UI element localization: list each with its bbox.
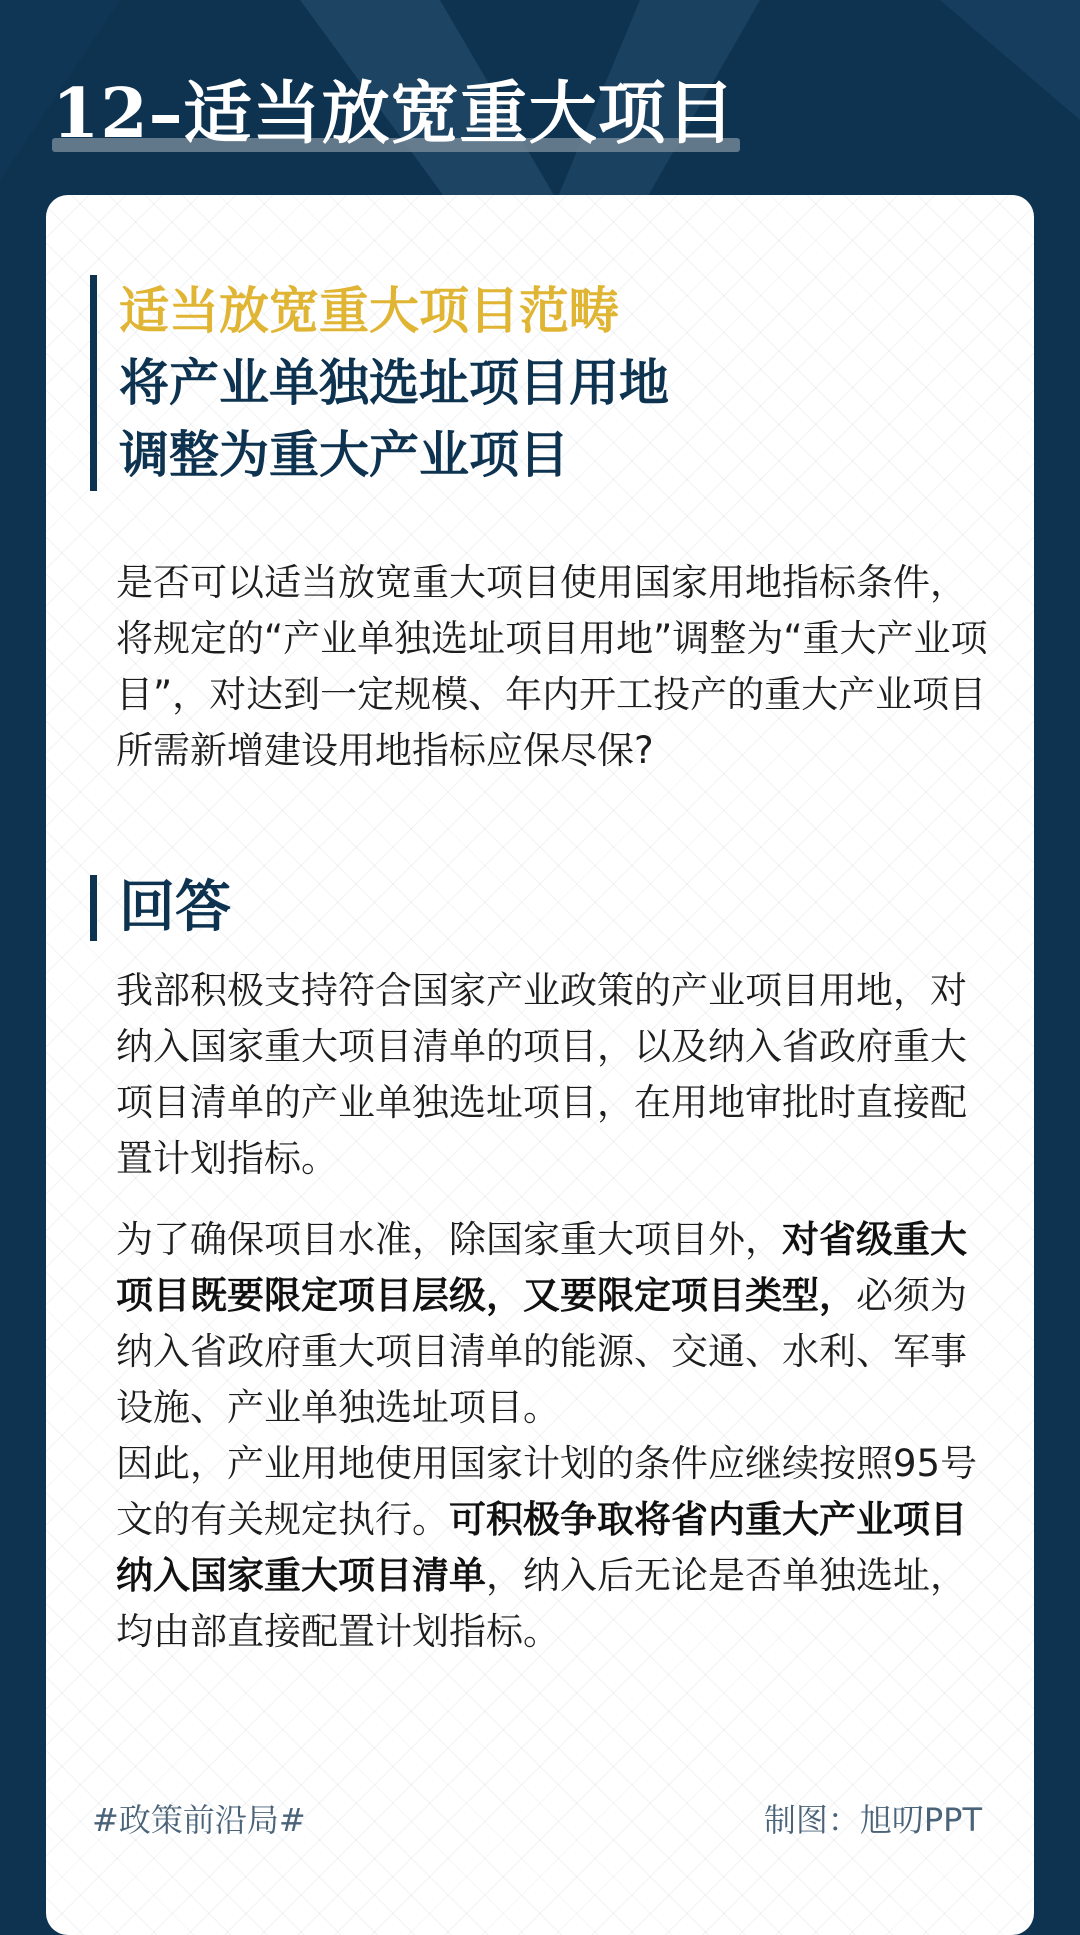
answer-heading: 回答 [90,875,231,941]
heading-line-3: 调整为重大产业项目 [119,426,569,484]
answer-p2-emphasis: 对省级重大项目既要限定项目层级，又要限定项目类型， [116,1218,967,1317]
answer-paragraph-1: 我部积极支持符合国家产业政策的产业项目用地，对纳入国家重大项目清单的项目，以及纳入省政府重大项目清单的产业单独选址项目，在用地审批时直接配置计划指标。 [116,969,967,1180]
question-text: 是否可以适当放宽重大项目使用国家用地指标条件，将规定的“产业单独选址项目用地”调整为“重大产业项目”，对达到一定规模、年内开工投产的重大产业项目所需新增建设用地指标应保尽保? [116,561,988,772]
answer-p3-text-1: 因此，产业用地使用国家计划的条件应继续按照95号文的有关规定执行。 [116,1442,978,1541]
answer-p3-text-2: ，纳入后无论是否单独选址，均由部直接配置计划指标。 [116,1554,967,1653]
heading-line-2: 将产业单独选址项目用地 [119,354,669,412]
answer-p3-emphasis: 可积极争取将省内重大产业项目纳入国家重大项目清单 [116,1498,967,1597]
page-title: 12–适当放宽重大项目 [52,74,736,154]
heading-line-1: 适当放宽重大项目范畴 [119,282,619,340]
footer-credit: 制图：旭叨PPT [763,1801,982,1839]
content-card [46,195,1034,1935]
answer-p2-text-2: 必须为纳入省政府重大项目清单的能源、交通、水利、军事设施、产业单独选址项目。 [116,1274,967,1429]
page-title-block [52,68,736,160]
answer-p2-text-1: 为了确保项目水准，除国家重大项目外， [116,1218,782,1261]
section-heading [90,275,669,491]
answer-paragraph-2 [116,1212,996,1436]
answer-paragraph-3 [116,1436,996,1660]
footer-hashtag: #政策前沿局# [92,1801,306,1839]
